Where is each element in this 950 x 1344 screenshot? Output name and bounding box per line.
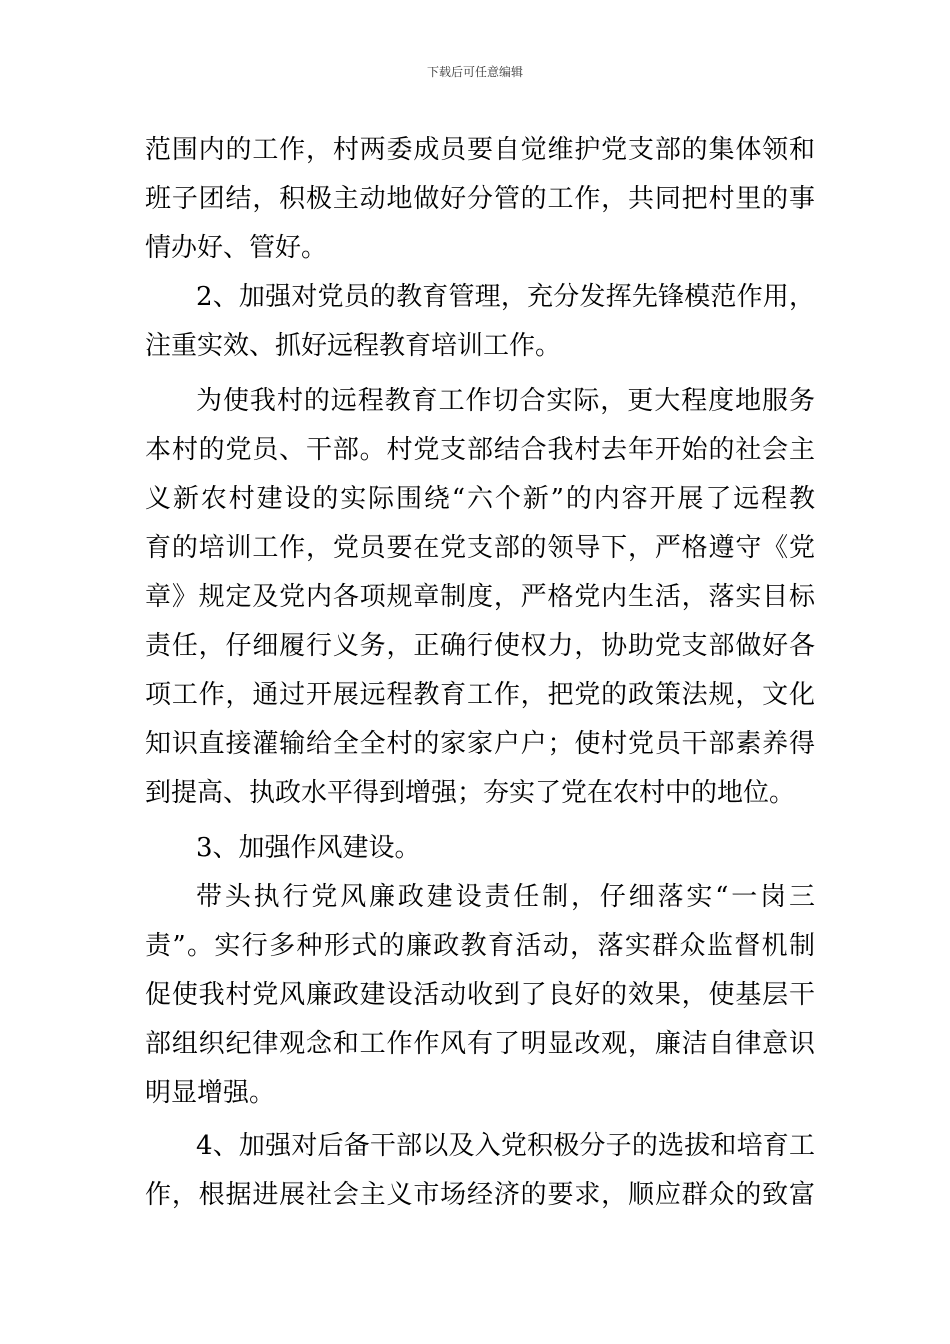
body-line: 为使我村的远程教育工作切合实际，更大程度地服务	[196, 386, 815, 416]
body-line: 注重实效、抓好远程教育培训工作。	[145, 331, 562, 361]
body-line: 责”。实行多种形式的廉政教育活动，落实群众监督机制	[145, 931, 815, 961]
body-line: 明显增强。	[145, 1078, 276, 1108]
body-line: 作，根据进展社会主义市场经济的要求，顺应群众的致富	[145, 1180, 815, 1210]
body-line: 项工作，通过开展远程教育工作，把党的政策法规，文化	[145, 680, 815, 710]
body-line: 本村的党员、干部。村党支部结合我村去年开始的社会主	[145, 435, 815, 465]
body-line: 班子团结，积极主动地做好分管的工作，共同把村里的事	[145, 184, 815, 214]
body-line: 带头执行党风廉政建设责任制，仔细落实“一岗三	[196, 882, 815, 912]
body-line: 范围内的工作，村两委成员要自觉维护党支部的集体领和	[145, 135, 815, 165]
body-line: 2、加强对党员的教育管理，充分发挥先锋模范作用，	[196, 282, 815, 312]
body-line: 情办好、管好。	[145, 233, 328, 263]
body-line: 4、加强对后备干部以及入党积极分子的选拔和培育工	[196, 1131, 815, 1161]
body-line: 责任，仔细履行义务，正确行使权力，协助党支部做好各	[145, 631, 815, 661]
body-line: 知识直接灌输给全全村的家家户户；使村党员干部素养得	[145, 729, 815, 759]
body-line: 育的培训工作，党员要在党支部的领导下，严格遵守《党	[145, 533, 815, 563]
body-line: 部组织纪律观念和工作作风有了明显改观，廉洁自律意识	[145, 1029, 815, 1059]
body-line: 促使我村党风廉政建设活动收到了良好的效果，使基层干	[145, 980, 815, 1010]
body-line: 义新农村建设的实际围绕“六个新”的内容开展了远程教	[145, 484, 815, 514]
body-line: 3、加强作风建设。	[196, 833, 421, 863]
body-line: 章》规定及党内各项规章制度，严格党内生活，落实目标	[145, 582, 815, 612]
body-line: 到提高、执政水平得到增强；夯实了党在农村中的地位。	[145, 778, 796, 808]
page-header: 下载后可任意编辑	[426, 65, 523, 79]
